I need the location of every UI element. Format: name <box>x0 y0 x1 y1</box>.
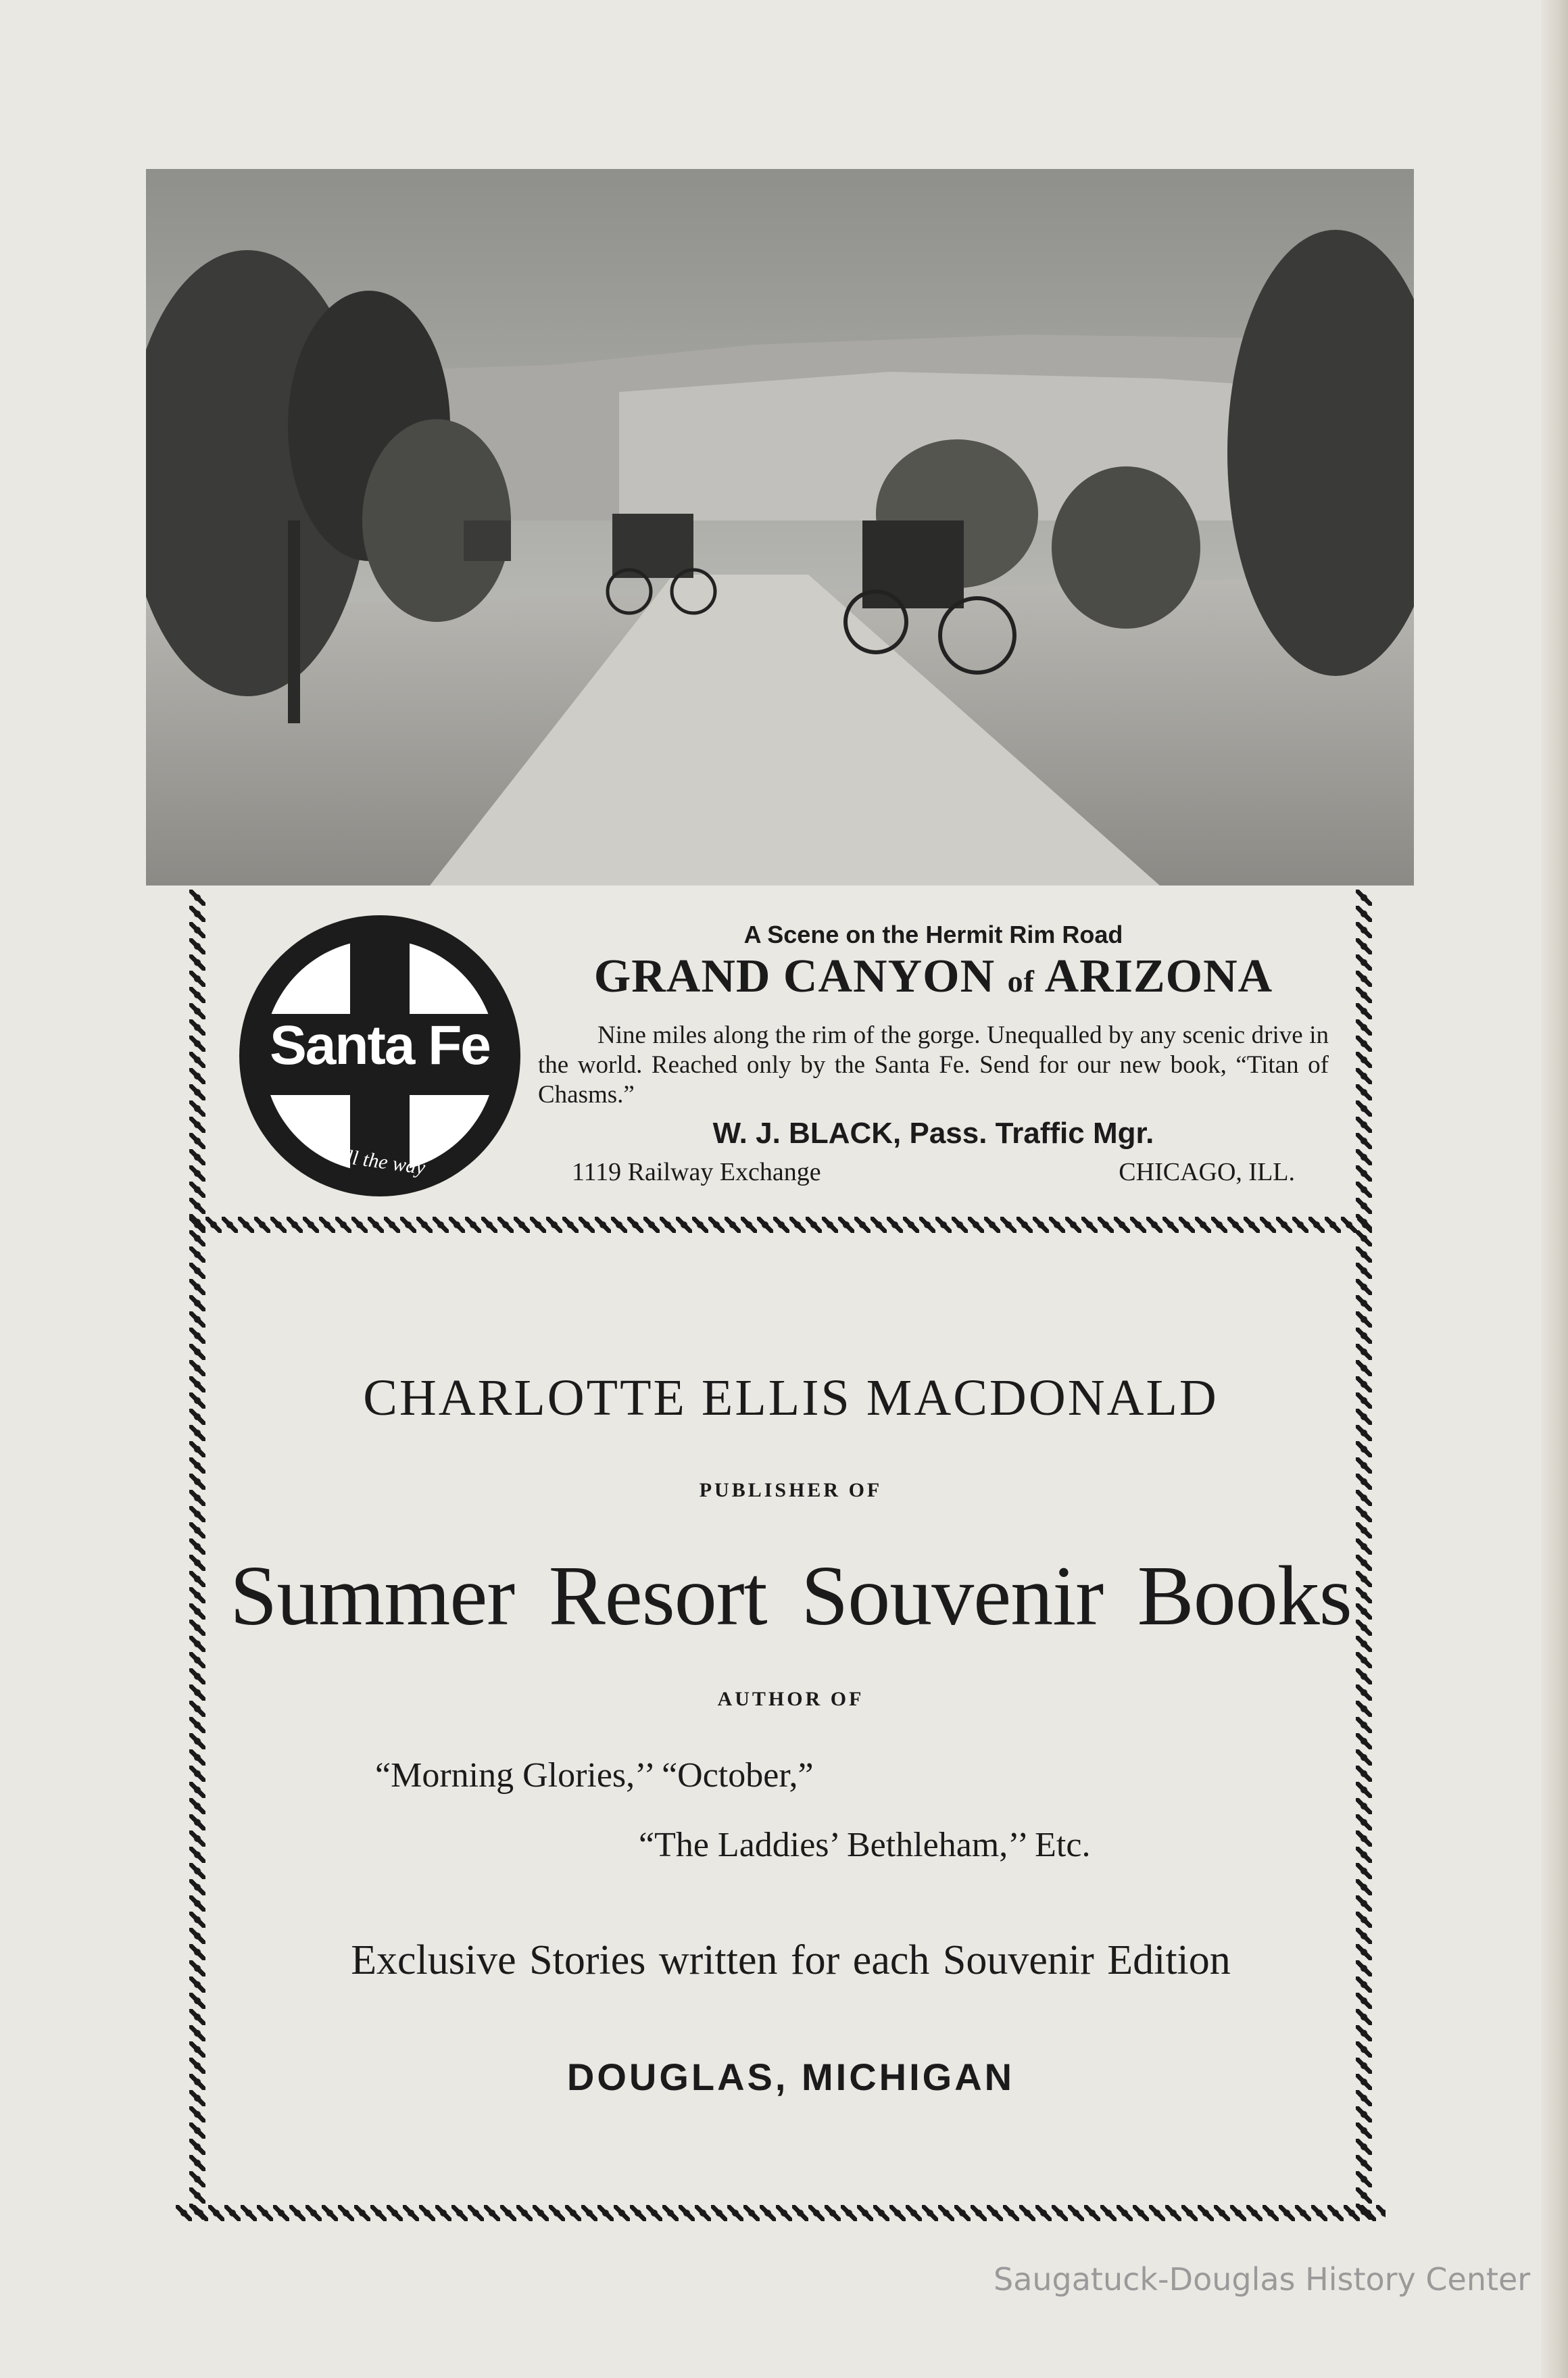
ad-address-right: CHICAGO, ILL. <box>1119 1158 1295 1186</box>
canyon-road-photo-icon <box>146 169 1414 885</box>
ornamental-border-bottom <box>176 2205 1386 2221</box>
canyon-road-photo <box>146 169 1414 885</box>
ad-heading-of: of <box>1007 964 1035 998</box>
logo-motto: All the way <box>333 1144 427 1180</box>
ad-contact: W. J. BLACK, Pass. Traffic Mgr. <box>712 1117 1154 1150</box>
ad-heading-part2: ARIZONA <box>1034 950 1273 1002</box>
publisher-label: PUBLISHER OF <box>699 1479 883 1501</box>
logo-word: Santa Fe <box>270 1015 490 1076</box>
exclusive-stories: Exclusive Stories written for each Souvenir Edition <box>351 1937 1231 1983</box>
santa-fe-logo <box>237 913 523 1199</box>
ad-scene-caption: A Scene on the Hermit Rim Road <box>743 921 1123 948</box>
ad-body: Nine miles along the rim of the gorge. Unequalled by any scenic drive in the world. Reached only by the Santa Fe. Send for our new book, “Titan of Chasms.” <box>538 1021 1329 1109</box>
publisher-title: Summer Resort Souvenir Books <box>230 1549 1352 1643</box>
ad-heading-part1: GRAND CANYON <box>593 950 1008 1002</box>
watermark: Saugatuck-Douglas History Center <box>994 2261 1531 2298</box>
works-line-2: “The Laddies’ Bethleham,’’ Etc. <box>639 1826 1091 1864</box>
author-label: AUTHOR OF <box>717 1688 864 1710</box>
publisher-location: DOUGLAS, MICHIGAN <box>566 2056 1015 2098</box>
ornamental-border-middle <box>189 1217 1372 1233</box>
publisher-name: CHARLOTTE ELLIS MACDONALD <box>363 1369 1219 1426</box>
ad-heading <box>538 950 1329 1004</box>
ad-address-left: 1119 Railway Exchange <box>572 1158 821 1186</box>
works-line-1: “Morning Glories,’’ “October,” <box>375 1756 814 1795</box>
page-edge <box>1541 0 1568 2378</box>
